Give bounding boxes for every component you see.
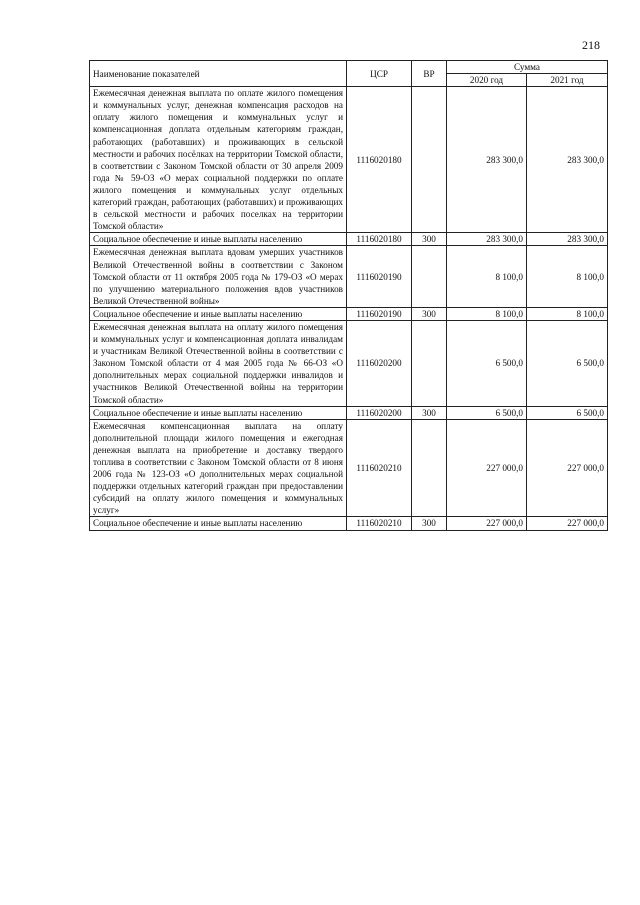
table-row xyxy=(90,307,608,320)
row-name: Социальное обеспечение и иные выплаты населению xyxy=(90,233,347,246)
table-row xyxy=(90,517,608,530)
page-number: 218 xyxy=(582,38,600,52)
row-sum-2020: 6 500,0 xyxy=(447,320,527,406)
row-vr: 300 xyxy=(412,517,447,530)
table-row xyxy=(90,419,608,517)
table-row xyxy=(90,87,608,233)
table-row xyxy=(90,320,608,406)
header-csr: ЦСР xyxy=(347,61,412,87)
row-vr xyxy=(412,87,447,233)
row-csr: 1116020190 xyxy=(347,307,412,320)
row-csr: 1116020180 xyxy=(347,87,412,233)
row-sum-2020: 8 100,0 xyxy=(447,246,527,307)
row-vr: 300 xyxy=(412,233,447,246)
row-sum-2020: 8 100,0 xyxy=(447,307,527,320)
row-vr: 300 xyxy=(412,307,447,320)
row-csr: 1116020200 xyxy=(347,320,412,406)
row-sum-2020: 283 300,0 xyxy=(447,233,527,246)
row-sum-2021: 283 300,0 xyxy=(527,233,608,246)
header-year-2021: 2021 год xyxy=(527,74,608,87)
row-name: Социальное обеспечение и иные выплаты населению xyxy=(90,406,347,419)
row-name: Ежемесячная компенсационная выплата на оплату дополнительной площади жилого помещения и ежегодная денежная выплата на приобретение и доставку твердого топлива в соответствии с Законом Томской области от 8 июня 2006 года № 123-ОЗ «О дополнительных мерах социальной поддержки отдельных категорий граждан при предоставлении субсидий на оплату жилого помещения и коммунальных услуг» xyxy=(90,419,347,517)
row-sum-2021: 6 500,0 xyxy=(527,406,608,419)
row-sum-2020: 227 000,0 xyxy=(447,419,527,517)
row-sum-2021: 283 300,0 xyxy=(527,87,608,233)
table-row xyxy=(90,233,608,246)
table-row xyxy=(90,406,608,419)
row-csr: 1116020190 xyxy=(347,246,412,307)
row-sum-2021: 227 000,0 xyxy=(527,419,608,517)
row-name: Ежемесячная денежная выплата на оплату жилого помещения и коммунальных услуг и компенсационная доплата инвалидам и участникам Великой Отечественной войны в соответствии с Законом Томской области от 4 мая 2005 года № 66-ОЗ «О дополнительных мерах социальной поддержки инвалидов и участников Великой Отечественной войны на территории Томской области» xyxy=(90,320,347,406)
row-sum-2021: 227 000,0 xyxy=(527,517,608,530)
row-csr: 1116020200 xyxy=(347,406,412,419)
row-csr: 1116020210 xyxy=(347,517,412,530)
row-sum-2020: 283 300,0 xyxy=(447,87,527,233)
header-vr: ВР xyxy=(412,61,447,87)
row-name: Социальное обеспечение и иные выплаты населению xyxy=(90,517,347,530)
row-sum-2021: 6 500,0 xyxy=(527,320,608,406)
row-vr xyxy=(412,320,447,406)
row-sum-2020: 227 000,0 xyxy=(447,517,527,530)
row-csr: 1116020210 xyxy=(347,419,412,517)
budget-table xyxy=(89,60,608,531)
row-vr: 300 xyxy=(412,406,447,419)
row-name: Ежемесячная денежная выплата вдовам умерших участников Великой Отечественной войны в соответствии с Законом Томской области от 11 октября 2005 года № 179-ОЗ «О мерах по улучшению материального положения вдов участников Великой Отечественной войны» xyxy=(90,246,347,307)
row-name: Ежемесячная денежная выплата по оплате жилого помещения и коммунальных услуг, денежная компенсация расходов на оплату жилого помещения и коммунальных услуг и компенсационная доплата отдельным категориям граждан, работающих (работавших) и проживающих в сельской местности и рабочих посёлках на территории Томской области, в соответствии с Законом Томской области от 30 апреля 2009 года № 59-ОЗ «О мерах социальной поддержки по оплате жилого помещения и коммунальных услуг отдельных категорий граждан, работающих (работавших) и проживающих в сельской местности и рабочих поселках на территории Томской области» xyxy=(90,87,347,233)
table-header-row xyxy=(90,61,608,74)
table-row xyxy=(90,246,608,307)
row-sum-2021: 8 100,0 xyxy=(527,307,608,320)
row-sum-2020: 6 500,0 xyxy=(447,406,527,419)
row-vr xyxy=(412,246,447,307)
header-sum: Сумма xyxy=(447,61,608,74)
row-csr: 1116020180 xyxy=(347,233,412,246)
header-name: Наименование показателей xyxy=(90,61,347,87)
row-sum-2021: 8 100,0 xyxy=(527,246,608,307)
row-vr xyxy=(412,419,447,517)
row-name: Социальное обеспечение и иные выплаты населению xyxy=(90,307,347,320)
header-year-2020: 2020 год xyxy=(447,74,527,87)
